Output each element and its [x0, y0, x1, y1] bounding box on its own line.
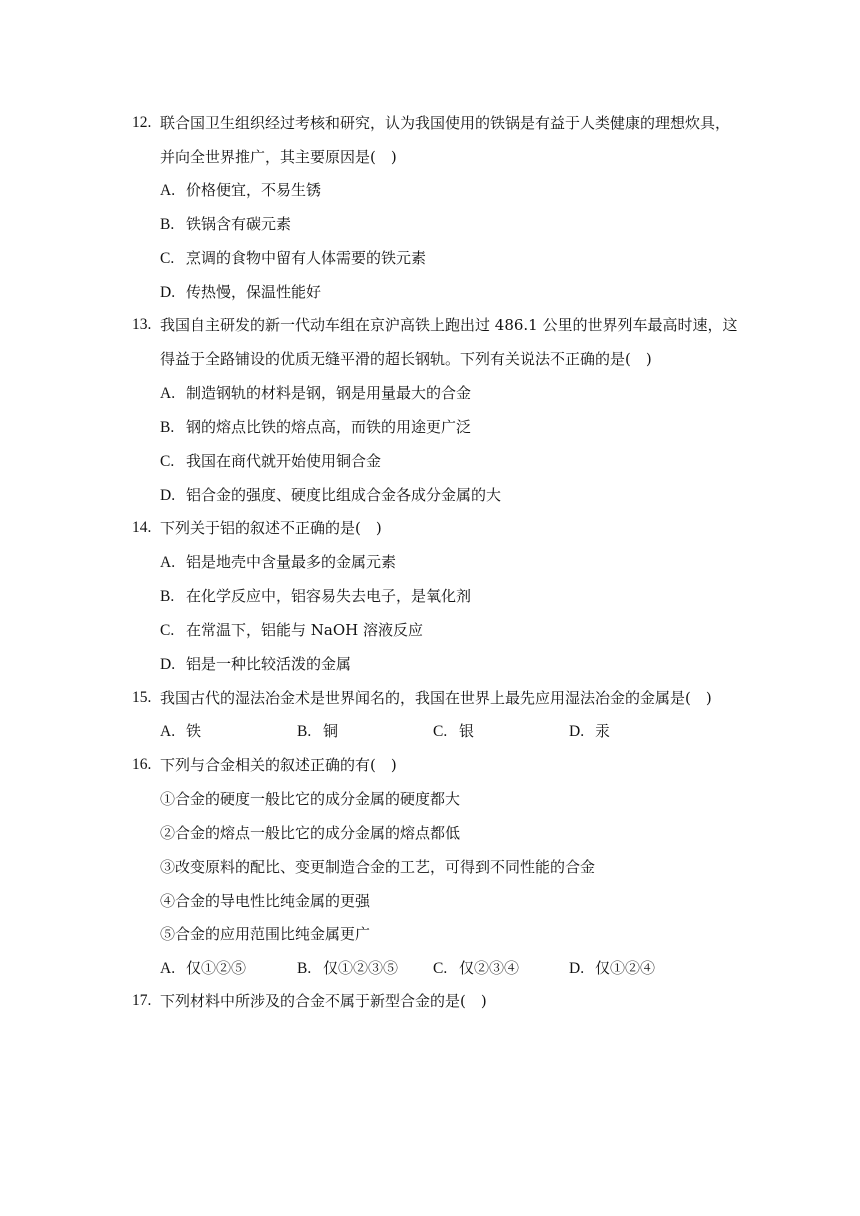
- option-label: D.: [569, 723, 585, 740]
- option-label: B.: [160, 216, 175, 233]
- option-label: C.: [433, 960, 448, 977]
- option-label: D.: [160, 487, 176, 504]
- option-label: A.: [160, 723, 176, 740]
- statement-1: ①合金的硬度一般比它的成分金属的硬度都大: [160, 790, 461, 808]
- option-label: C.: [160, 453, 175, 470]
- option-text: 仅②③④: [459, 959, 520, 977]
- option-c: [160, 620, 423, 641]
- option-label: B.: [297, 723, 312, 740]
- statement-4: ④合金的导电性比纯金属的更强: [160, 892, 371, 910]
- question-text-line: 下列关于铝的叙述不正确的是( ): [160, 519, 382, 537]
- question-text-line: 下列材料中所涉及的合金不属于新型合金的是( ): [160, 992, 487, 1010]
- option-label: B.: [160, 419, 175, 436]
- option-text: 传热慢，保温性能好: [186, 283, 322, 301]
- statement-2: ②合金的熔点一般比它的成分金属的熔点都低: [160, 824, 461, 842]
- option-a: [160, 958, 246, 979]
- question-text-line: 下列与合金相关的叙述正确的有( ): [160, 756, 397, 774]
- option-text: 铝是地壳中含量最多的金属元素: [186, 553, 397, 571]
- option-label: A.: [160, 182, 176, 199]
- option-text: 烹调的食物中留有人体需要的铁元素: [186, 249, 427, 267]
- option-text: 铁锅含有碳元素: [186, 215, 292, 233]
- option-a: [160, 180, 321, 201]
- option-text: 在常温下，铝能与 NaOH 溶液反应: [186, 621, 423, 639]
- option-d: [160, 485, 501, 506]
- question-text-line: 我国古代的湿法冶金术是世界闻名的，我国在世界上最先应用湿法冶金的金属是( ): [160, 689, 712, 707]
- option-label: B.: [160, 588, 175, 605]
- question-number: 17.: [132, 992, 152, 1009]
- option-b: [297, 721, 338, 742]
- option-label: D.: [160, 656, 176, 673]
- question-number: 15.: [132, 689, 152, 706]
- option-b: [160, 214, 291, 235]
- option-text: 制造钢轨的材料是钢，钢是用量最大的合金: [186, 384, 472, 402]
- question-text-line: 联合国卫生组织经过考核和研究，认为我国使用的铁锅是有益于人类健康的理想炊具，: [160, 114, 731, 132]
- option-text: 仅①②④: [595, 959, 656, 977]
- option-text: 在化学反应中，铝容易失去电子，是氧化剂: [186, 587, 472, 605]
- option-d: [160, 282, 321, 303]
- option-text: 铝是一种比较活泼的金属: [186, 655, 352, 673]
- option-a: [160, 383, 471, 404]
- option-label: C.: [160, 622, 175, 639]
- option-label: B.: [297, 960, 312, 977]
- option-text: 汞: [595, 722, 611, 740]
- option-a: [160, 721, 201, 742]
- option-text: 我国在商代就开始使用铜合金: [186, 452, 382, 470]
- option-b: [160, 586, 471, 607]
- question-text-line: 我国自主研发的新一代动车组在京沪高铁上跑出过 486.1 公里的世界列车最高时速，这: [160, 316, 738, 334]
- option-c: [160, 248, 426, 269]
- option-label: A.: [160, 385, 176, 402]
- option-text: 仅①②③⑤: [323, 959, 399, 977]
- option-label: D.: [160, 284, 176, 301]
- option-c: [433, 721, 474, 742]
- option-text: 仅①②⑤: [186, 959, 247, 977]
- option-b: [297, 958, 398, 979]
- option-text: 银: [459, 722, 475, 740]
- option-label: C.: [433, 723, 448, 740]
- option-text: 铜: [323, 722, 339, 740]
- option-label: A.: [160, 960, 176, 977]
- question-text-line: 并向全世界推广，其主要原因是( ): [160, 148, 397, 166]
- question-number: 16.: [132, 756, 152, 773]
- option-b: [160, 417, 471, 438]
- option-text: 铁: [186, 722, 202, 740]
- option-a: [160, 552, 396, 573]
- question-text-line: 得益于全路铺设的优质无缝平滑的超长钢轨。下列有关说法不正确的是( ): [160, 350, 652, 368]
- option-text: 钢的熔点比铁的熔点高，而铁的用途更广泛: [186, 418, 472, 436]
- option-d: [569, 721, 610, 742]
- option-c: [160, 451, 381, 472]
- option-label: A.: [160, 554, 176, 571]
- option-text: 价格便宜，不易生锈: [186, 181, 322, 199]
- option-label: D.: [569, 960, 585, 977]
- option-d: [160, 654, 351, 675]
- statement-5: ⑤合金的应用范围比纯金属更广: [160, 925, 371, 943]
- option-d: [569, 958, 655, 979]
- question-number: 14.: [132, 519, 152, 536]
- option-label: C.: [160, 250, 175, 267]
- option-text: 铝合金的强度、硬度比组成合金各成分金属的大: [186, 486, 502, 504]
- question-number: 12.: [132, 114, 152, 131]
- statement-3: ③改变原料的配比、变更制造合金的工艺，可得到不同性能的合金: [160, 858, 596, 876]
- question-number: 13.: [132, 316, 152, 333]
- option-c: [433, 958, 519, 979]
